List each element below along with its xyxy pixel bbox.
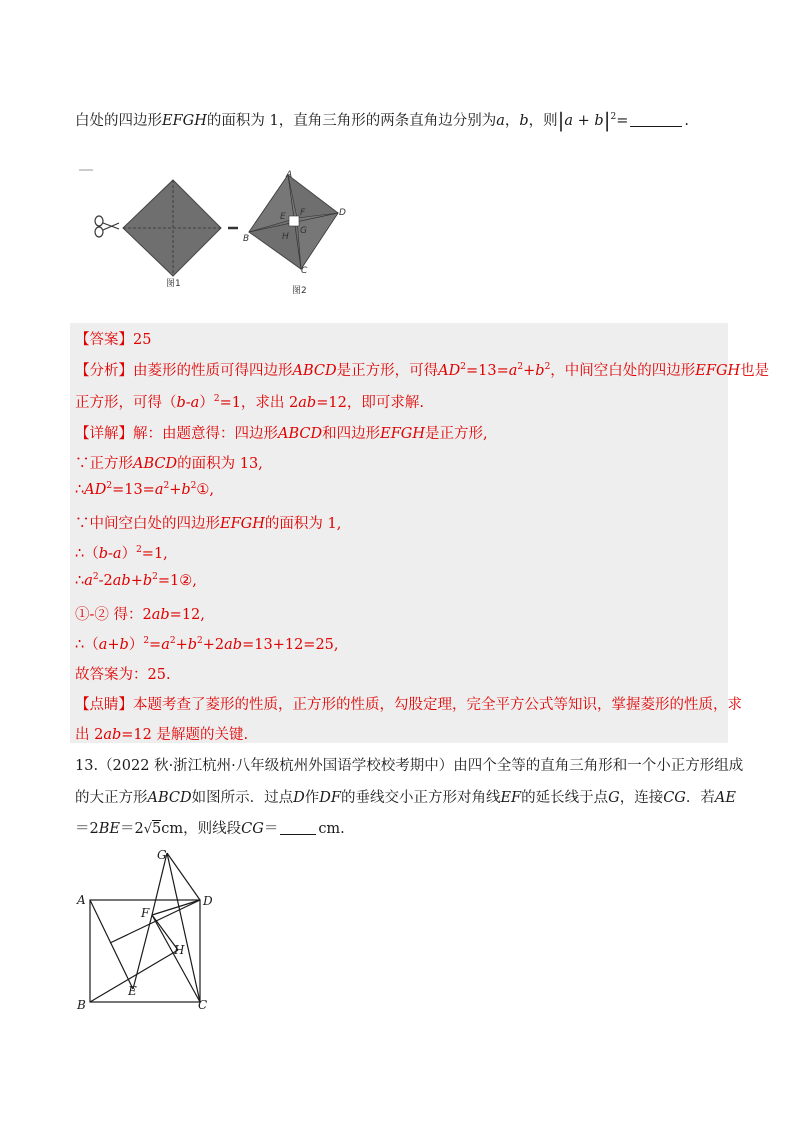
analysis-line-2: 正方形，可得$(b-a)^2=1$，求出 2ab=12，即可求解.	[75, 394, 424, 411]
answer-blank-cg	[280, 822, 316, 835]
final-answer: 故答案为：25.	[75, 667, 171, 683]
point-H-label: H	[282, 232, 289, 242]
figure-2-caption: 图2	[292, 286, 307, 296]
small-square	[289, 216, 299, 226]
analysis-line-1: 【分析】由菱形的性质可得四边形ABCD是正方形，可得$AD^2=13=a^2+b^2$，中间空白处的四边形EFGH也是	[75, 362, 770, 379]
point-D-label: D	[339, 208, 346, 218]
answer-line: 【答案】25	[75, 332, 152, 348]
point-B-label: B	[243, 234, 250, 244]
step-7: $\therefore(a+b)^2=a^2+b^2+2ab=13+12=25$,	[75, 636, 339, 653]
step-2: $\therefore AD^2=13=a^2+b^2①$,	[75, 481, 215, 498]
detail-line-1: 【详解】解：由题意得：四边形ABCD和四边形EFGH是正方形,	[75, 426, 488, 442]
figure-1-caption: 图1	[166, 279, 181, 289]
point-G-label: G	[300, 226, 307, 236]
fig3-point-E: E	[128, 984, 137, 998]
q13-line-3: ＝2BE＝2√5cm，则线段CG＝ cm.	[75, 821, 345, 837]
q12-expression: a + b	[564, 113, 604, 129]
fig3-point-C: C	[198, 998, 208, 1012]
comment-line-1: 【点睛】本题考查了菱形的性质，正方形的性质，勾股定理，完全平方公式等知识，掌握菱形的性质，求	[75, 697, 742, 713]
scissors-icon	[95, 216, 119, 237]
fig3-point-D: D	[203, 894, 213, 908]
step-1: ∵正方形ABCD的面积为 13,	[75, 456, 263, 472]
figure-3	[70, 845, 230, 1015]
step-6: ①-② 得：2ab=12,	[75, 607, 205, 623]
fig3-point-G: G	[157, 848, 167, 862]
step-3: ∵中间空白处的四边形EFGH的面积为 1,	[75, 516, 342, 532]
fig3-point-F: F	[141, 906, 150, 920]
question-number: 13.	[75, 758, 99, 774]
step-5: $\therefore a^2-2ab+b^2=1②$,	[75, 572, 197, 589]
q12-line: 白处的四边形EFGH的面积为 1，直角三角形的两条直角边分别为a，b，则$|a + b|^2=$ .	[75, 108, 689, 132]
sqrt-radicand: 5	[152, 821, 162, 837]
point-C-label: C	[301, 266, 308, 276]
answer-blank	[630, 114, 682, 127]
fig3-point-B: B	[77, 998, 86, 1012]
point-A-label: A	[286, 170, 293, 180]
step-4: $\therefore(b-a)^2=1$,	[75, 545, 168, 562]
fig3-point-H: H	[174, 943, 185, 957]
point-F-label: F	[300, 208, 306, 218]
q13-line-1: 13.（2022 秋·浙江杭州·八年级杭州外国语学校校考期中）由四个全等的直角三角形和一个小正方形组成	[75, 758, 744, 774]
figure-1-2	[75, 165, 375, 300]
fig3-point-A: A	[77, 893, 86, 907]
comment-line-2: 出 2ab=12 是解题的关键.	[75, 727, 249, 743]
q13-line-2: 的大正方形ABCD如图所示．过点D作DF的垂线交小正方形对角线EF的延长线于点G，连接CG．若AE	[75, 790, 736, 806]
rhombus-fig1	[123, 180, 221, 276]
point-E-label: E	[280, 212, 286, 222]
